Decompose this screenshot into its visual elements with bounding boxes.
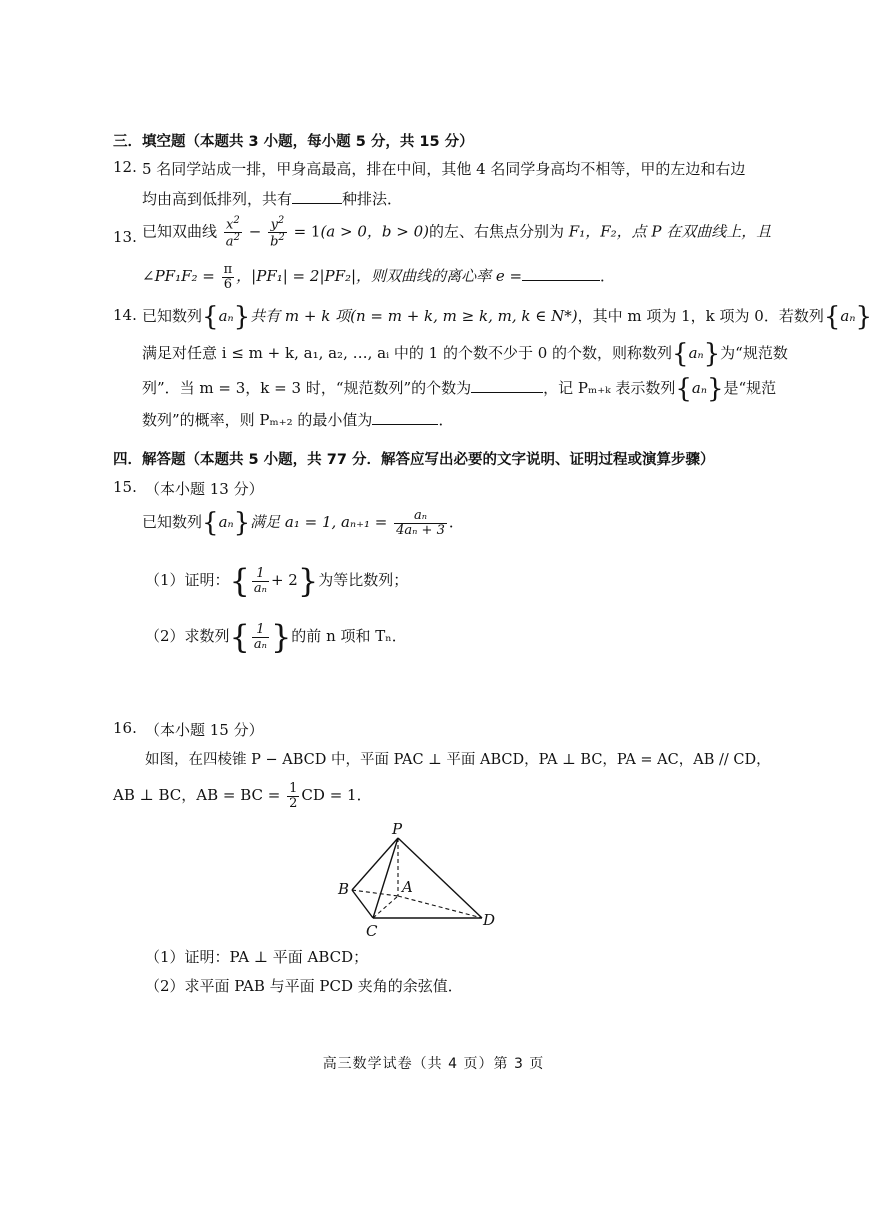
label-A: A [402, 878, 413, 896]
q15-part2: （2）求数列{ $\frac{1}{\text{aₙ}}$ }的前 n 项和 Tₙ． [145, 618, 407, 656]
q16-line2a: AB ⊥ BC，AB = BC = [113, 786, 281, 805]
q13-end: ． [600, 267, 616, 286]
q16-number: 16. [113, 719, 137, 737]
q15-p1-frac: $\frac{1}{\text{aₙ}}$ [253, 565, 267, 596]
q15-stem-b: 满足 a₁ = 1, aₙ₊₁ = [250, 513, 388, 531]
q16-score: （本小题 15 分） [145, 721, 264, 739]
q16-part2: （2）求平面 PAB 与平面 PCD 夹角的余弦值． [145, 977, 463, 995]
edge-BA [352, 890, 398, 896]
q14-line2b: 为“规范数 [720, 344, 788, 362]
q13-foci: F₁，F₂，点 P 在双曲线上，且 [568, 222, 772, 241]
q12-line2 [142, 188, 402, 209]
q12-number: 12. [113, 158, 137, 176]
q15-p1-plus: + 2 [270, 571, 298, 589]
q15-stem-end: ． [448, 513, 464, 531]
q15-frac: $\frac{\text{aₙ}}{\text{4aₙ + 3}}$ [396, 507, 445, 538]
q14-seq-4: aₙ [691, 379, 707, 397]
q15-p1-text: 为等比数列； [318, 571, 409, 589]
q14-line4 [142, 409, 453, 430]
page-footer: 高三数学试卷（共 4 页）第 3 页 [322, 1056, 545, 1072]
q14-line1b: 共有 m + k 项 [250, 307, 351, 325]
q14-line1c: (n = m + k, m ≥ k, m, k ∈ N*) [350, 307, 578, 325]
section-3-title: 三．填空题（本题共 3 小题，每小题 5 分，共 15 分） [113, 134, 474, 150]
q16-line2b: CD = 1． [301, 786, 372, 805]
q13-frac-y: $\frac{y^2}{b^2}$ [270, 215, 285, 250]
q15-p2-frac: $\frac{1}{\text{aₙ}}$ [253, 621, 267, 652]
q14-line4b: ． [438, 411, 454, 429]
q12-line1: 5 名同学站成一排，甲身高最高，排在中间，其他 4 名同学身高均不相等，甲的左边和右边 [142, 160, 746, 178]
q16-part1: （1）证明：PA ⊥ 平面 ABCD； [145, 948, 369, 966]
q13-frac-x: $\frac{x^2}{a^2}$ [225, 215, 240, 250]
q14-line1a: 已知数列 [142, 307, 203, 325]
label-C: C [366, 922, 378, 940]
q12-line2-text: 均由高到低排列，共有 [142, 190, 293, 208]
q13-abs: ，|PF₁| = 2|PF₂|，则双曲线的离心率 e = [236, 267, 523, 286]
q16-frac-half: $\frac{1}{2}$ [289, 781, 298, 811]
q15-score: （本小题 13 分） [145, 480, 264, 498]
q14-seq-1: aₙ [218, 307, 234, 325]
q14-line4a: 数列”的概率，则 Pₘ₊₂ 的最小值为 [142, 411, 373, 429]
label-P: P [392, 820, 403, 838]
q14-seq-3: aₙ [688, 344, 704, 362]
edge-PC [373, 838, 398, 918]
q15-seq: aₙ [218, 513, 234, 531]
q15-stem-a: 已知数列 [142, 513, 203, 531]
q13-condition: (a > 0，b > 0) [320, 222, 429, 241]
q14-line1d: ，其中 m 项为 1，k 项为 0．若数列 [577, 307, 824, 325]
q14-number: 14. [113, 306, 137, 324]
q13-angle: ∠PF₁F₂ = [142, 267, 215, 286]
edge-AD [398, 896, 482, 918]
edge-BC [352, 890, 373, 918]
q13-number: 13. [113, 228, 137, 246]
q12-blank [292, 189, 342, 204]
q15-p1-label: （1）证明： [145, 571, 230, 589]
q15-p2-label: （2）求数列 [145, 627, 230, 645]
label-D: D [483, 911, 496, 929]
q13-rest: 的左、右焦点分别为 [429, 222, 565, 241]
label-B: B [338, 880, 350, 898]
q13-frac-pi6: $\frac{\pi}{6}$ [223, 262, 233, 292]
q15-p2-text: 的前 n 项和 Tₙ． [291, 627, 407, 645]
q14-line3: 列”．当 m = 3，k = 3 时，“规范数列”的个数为 ，记 Pₘ₊ₖ 表示数列{aₙ}是“规范 [142, 374, 777, 404]
q16-line2 [113, 782, 372, 810]
q16-line1: 如图，在四棱锥 P − ABCD 中，平面 PAC ⊥ 平面 ABCD，PA ⊥ BC，PA = AC，AB // CD， [145, 752, 771, 768]
q15-part1: （1）证明：{ $\frac{1}{\text{aₙ}}$ + 2}为等比数列； [145, 562, 409, 600]
q14-blank-1 [471, 378, 543, 393]
q14-seq-2: aₙ [840, 307, 856, 325]
pyramid-figure [330, 818, 510, 938]
section-4-title: 四．解答题（本题共 5 小题，共 77 分．解答应写出必要的文字说明、证明过程或演算步骤） [113, 452, 715, 468]
q14-line3a: 列”．当 m = 3，k = 3 时，“规范数列”的个数为 [142, 379, 472, 397]
q13-blank [522, 266, 600, 281]
q13-lead: 已知双曲线 [142, 222, 218, 241]
q14-line2a: 满足对任意 i ≤ m + k, a₁, a₂, …, aᵢ 中的 1 的个数不少于 0 的个数，则称数列 [142, 344, 673, 362]
q14-line3b: ，记 Pₘ₊ₖ 表示数列 [543, 379, 676, 397]
q14-blank-2 [372, 410, 438, 425]
q15-stem: 已知数列{aₙ}满足 a₁ = 1, aₙ₊₁ = $\frac{\text{aₙ}}{\text{4aₙ + 3}}$ ． [142, 507, 464, 538]
q14-line1: 已知数列{aₙ}共有 m + k 项(n = m + k, m ≥ k, m, k ∈ N*)，其中 m 项为 1，k 项为 0．若数列{aₙ} [142, 302, 872, 332]
q14-line3c: 是“规范 [723, 379, 777, 397]
q14-line2: 满足对任意 i ≤ m + k, a₁, a₂, …, aᵢ 中的 1 的个数不少于 0 的个数，则称数列{aₙ}为“规范数 [142, 339, 788, 369]
q13-line1: 已知双曲线 $\frac{x^2}{a^2}$ − $\frac{y^2}{b^2}$ = 1(a > 0，b > 0)的左、右焦点分别为 F₁，F₂，点 P 在双曲线上，且 [142, 215, 772, 250]
q12-line2-end: 种排法． [342, 190, 403, 208]
q13-line2 [142, 263, 615, 291]
q15-number: 15. [113, 478, 137, 496]
edge-PB [352, 838, 398, 890]
